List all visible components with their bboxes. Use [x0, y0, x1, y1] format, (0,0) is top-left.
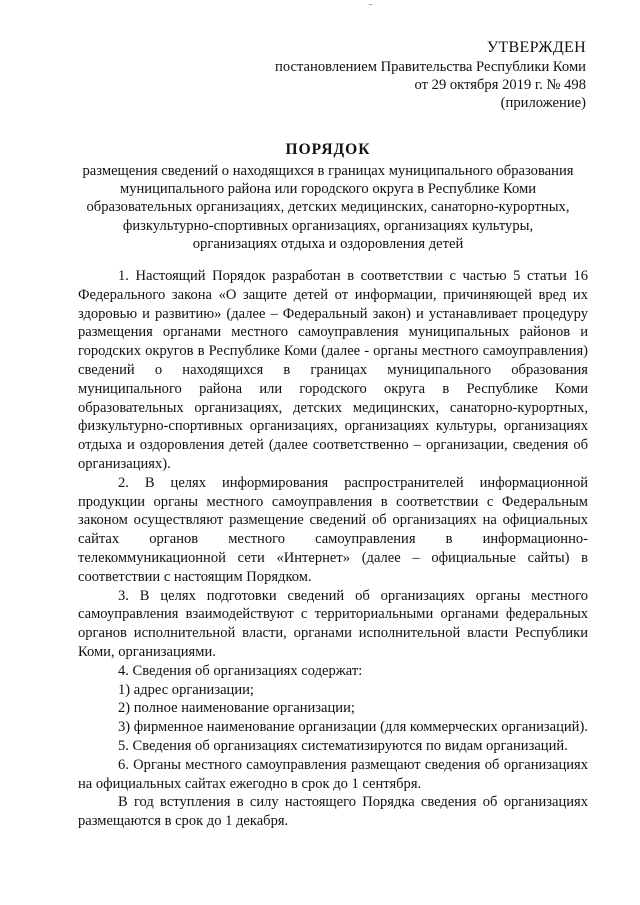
list-item-brand-name: 3) фирменное наименование организации (для коммерческих организаций). [118, 719, 588, 736]
approval-stamp [226, 38, 586, 112]
paragraph-5: 5. Сведения об организациях систематизируются по видам организаций. [118, 737, 568, 754]
paragraph-1: 1. Настоящий Порядок разработан в соответствии с частью 5 статьи 16 Федерального закона «О защите детей от информации, причиняющей вред их здоровью и развитию» (далее – Федеральный закон) и устанавливает процедуру размещения органами местного самоуправления муниципальных районов и городских округов в Республике Коми (далее - органы местного самоуправления) сведений о находящихся в границах муниципального образования муниципального района или городского округа в Республике Коми образовательных организациях, детских медицинских, санаторно-курортных, физкультурно-спортивных организациях, организациях культуры, организациях отдыха и оздоровления детей (далее соответственно – организации, сведения об организациях). [78, 268, 588, 472]
paragraph-deadline: В год вступления в силу настоящего Порядка сведения об организациях размещаются в срок до 1 декабря. [78, 794, 588, 830]
list-item-address: 1) адрес организации; [118, 681, 254, 698]
approval-date-line: от 29 октября 2019 г. № 498 [414, 77, 586, 93]
title-block [78, 140, 578, 253]
paragraph-6: 6. Органы местного самоуправления размещают сведения об организациях на официальных сайтах ежегодно в срок до 1 сентября. [78, 756, 588, 792]
list-item-full-name: 2) полное наименование организации; [118, 700, 355, 717]
scan-dot [369, 4, 372, 5]
approval-heading: УТВЕРЖДЕН [486, 39, 586, 56]
approval-decree-line: постановлением Правительства Республики Коми [275, 59, 586, 75]
document-subtitle: размещения сведений о находящихся в границах муниципального образования муниципального района или городского округа в Республике Коми образовательных организациях, детских медицинских, санаторно-курортных, физкультурно-спортивных организациях, организациях культуры, организациях отдыха и оздоровления детей [82, 163, 574, 252]
document-body [78, 267, 588, 831]
paragraph-4: 4. Сведения об организациях содержат: [118, 662, 363, 679]
paragraph-2: 2. В целях информирования распространителей информационной продукции органы местного самоуправления в соответствии с Федеральным законом осуществляют размещение сведений об организациях на официальных сайтах органов местного самоуправления в информационно-телекоммуникационной сети «Интернет» (далее – официальные сайты) в соответствии с настоящим Порядком. [78, 474, 588, 585]
approval-appendix-line: (приложение) [500, 95, 586, 111]
document-title: ПОРЯДОК [285, 141, 371, 158]
paragraph-3: 3. В целях подготовки сведений об организациях органы местного самоуправления взаимодействуют с территориальными органами федеральных органов исполнительной власти, органами исполнительной власти Республики Коми, организациями. [78, 587, 588, 660]
